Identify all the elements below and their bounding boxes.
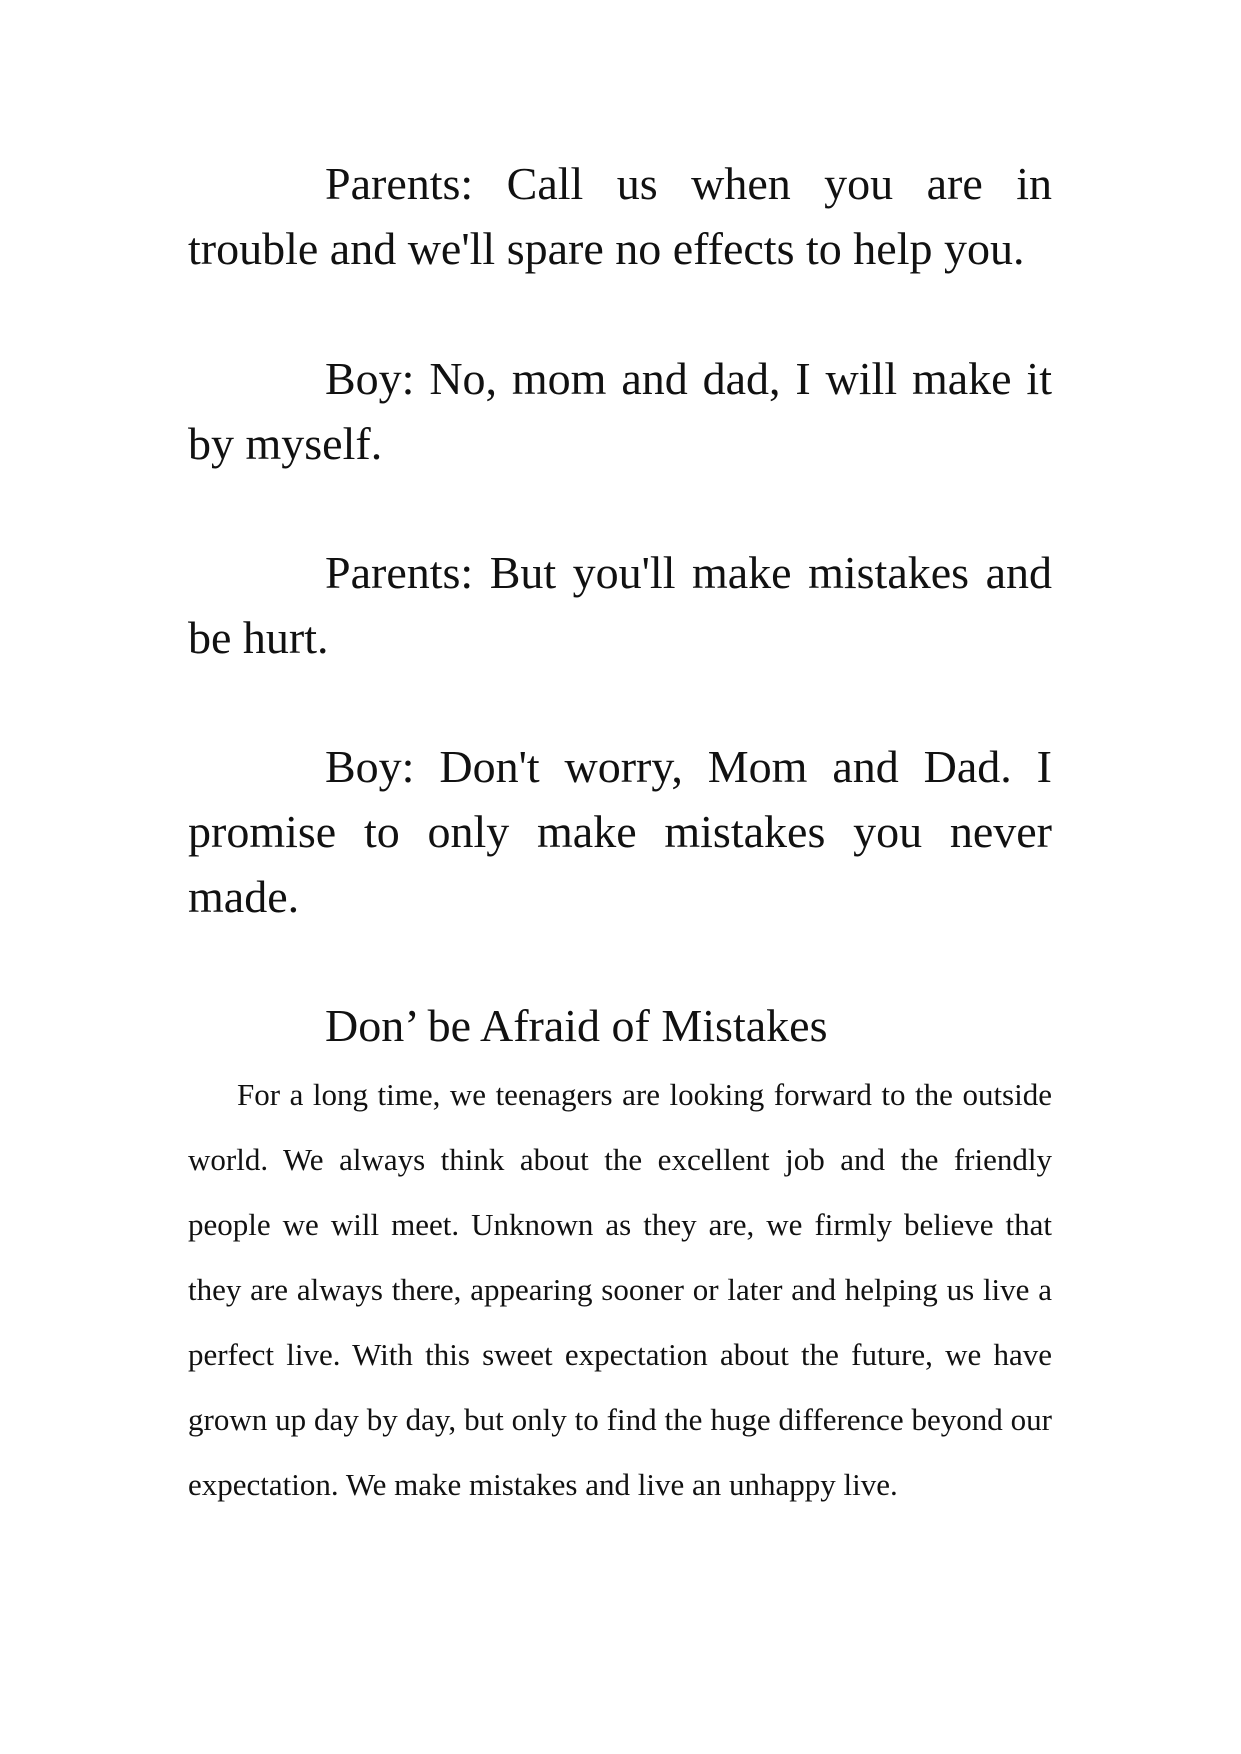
dialogue-boy-1 <box>188 346 1052 476</box>
dialogue-text: Parents: Call us when you are in trouble and we'll spare no effects to help you. <box>188 158 1052 274</box>
dialogue-parents-2 <box>188 540 1052 670</box>
dialogue-boy-2 <box>188 734 1052 929</box>
dialogue-text: Boy: No, mom and dad, I will make it by myself. <box>188 353 1052 469</box>
essay-title: Don’ be Afraid of Mistakes <box>325 1000 828 1051</box>
dialogue-text: Boy: Don't worry, Mom and Dad. I promise to only make mistakes you never made. <box>188 741 1052 922</box>
dialogue-text: Parents: But you'll make mistakes and be hurt. <box>188 547 1052 663</box>
dialogue-parents-1 <box>188 151 1052 281</box>
essay-paragraph: For a long time, we teenagers are looking forward to the outside world. We always think about the excellent job and the friendly people we will meet. Unknown as they are, we firmly believe that they are always there, appearing sooner or later and helping us live a perfect live. With this sweet expectation about the future, we have grown up day by day, but only to find the huge difference beyond our expectation. We make mistakes and live an unhappy live. <box>188 1077 1052 1502</box>
